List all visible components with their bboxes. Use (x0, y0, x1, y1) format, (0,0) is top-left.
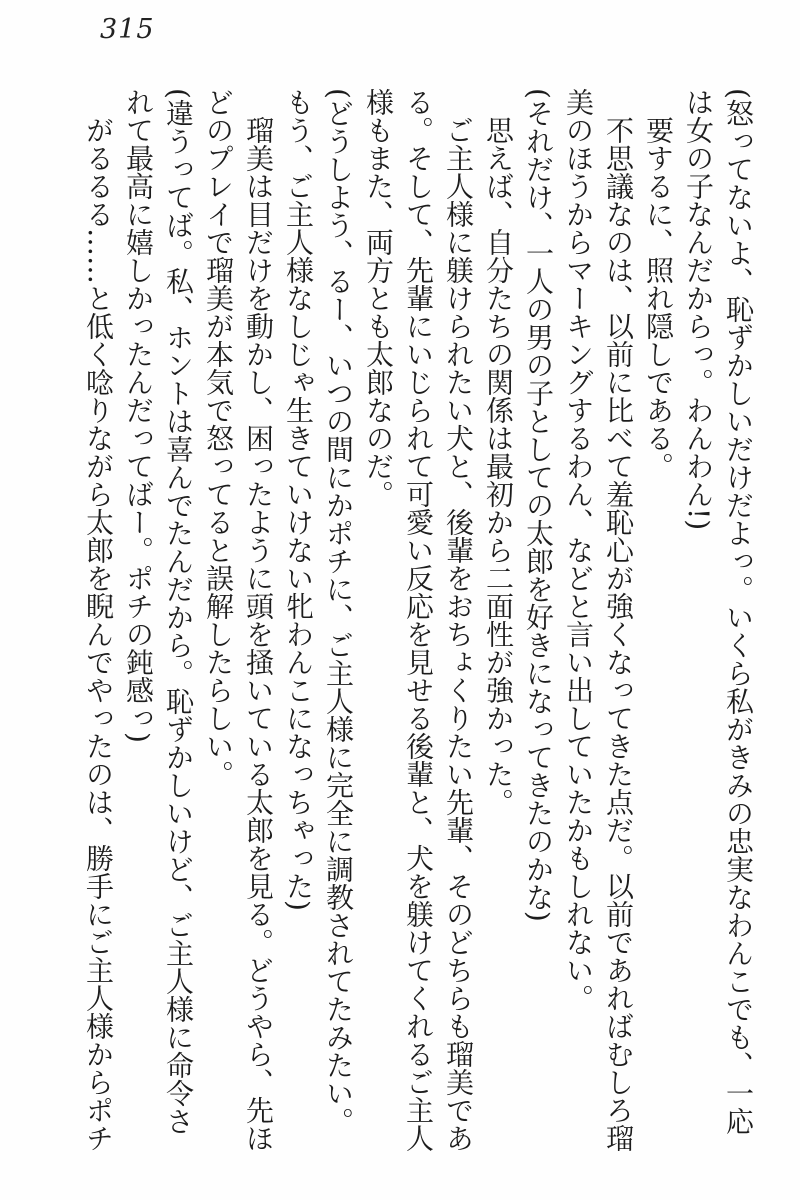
paragraph: (どうしよう、るー、いつの間にかポチに、ご主人様に完全に調教されてたみたい。もう、ご主人様なしじゃ生きていけない牝わんこになっちゃった) (282, 88, 355, 1135)
paragraph: ご主人様に躾けられたい犬と、後輩をおちょくりたい先輩、そのどちらも瑠美である。そして、先輩にいじられて可愛い反応を見せる後輩と、犬を躾けてくれるご主人様もまた、両方とも太郎なのだ。 (362, 88, 475, 1152)
paragraph: (怒ってないよ、恥ずかしいだけだよっ。いくら私がきみの忠実なわんこでも、一応は女の子なんだからっ。わんわん!) (682, 88, 755, 1135)
page-number: 315 (100, 14, 155, 45)
paragraph: 思えば、自分たちの関係は最初から二面性が強かった。 (482, 116, 515, 816)
paragraph: (それだけ、一人の男の子としての太郎を好きになってきたのかな) (522, 88, 555, 922)
paragraph: 瑠美は目だけを動かし、困ったように頭を掻いている太郎を見る。どうやら、先ほどのプレイで瑠美が本気で怒ってると誤解したらしい。 (202, 88, 275, 1152)
paragraph: 不思議なのは、以前に比べて羞恥心が強くなってきた点だ。以前であればむしろ瑠美のほうからマーキングするわん、などと言い出していたかもしれない。 (562, 88, 635, 1152)
paragraph: がるるる……と低く唸りながら太郎を睨んでやったのは、勝手にご主人様からポチ (82, 116, 115, 1152)
paragraph: 要するに、照れ隠しである。 (642, 116, 675, 480)
page-text-vertical (78, 88, 758, 1156)
paragraph: (違うってば。私、ホントは喜んでたんだから。恥ずかしいけど、ご主人様に命令されて最高に嬉しかったんだってばー。ポチの鈍感っ) (122, 88, 195, 1135)
